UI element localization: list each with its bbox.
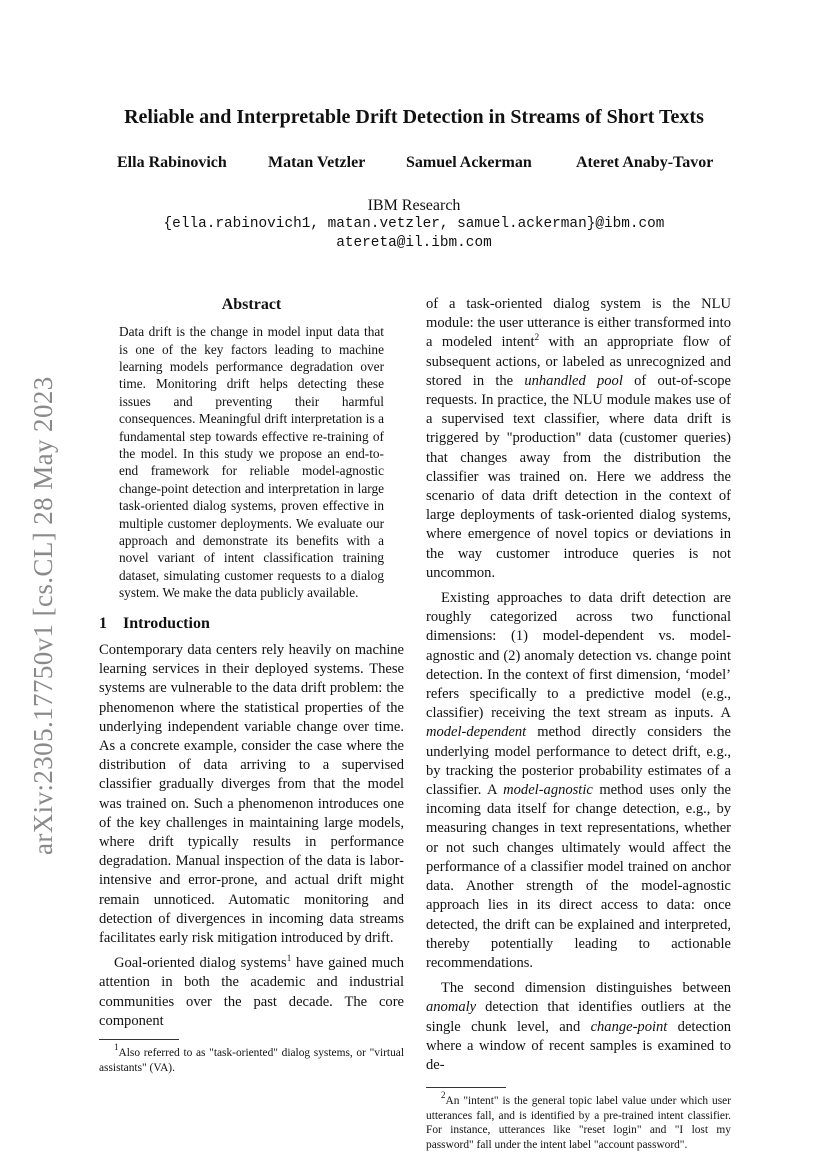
footnote-ref: 1 (286, 953, 292, 964)
author-name: Samuel Ackerman (406, 154, 532, 171)
affiliation: IBM Research (367, 197, 461, 214)
body-paragraph-2: Existing approaches to data drift detection are roughly categorized across two functional dimensions: (1) model-dependent vs. model-agnostic and (2) anomaly detection vs. change point detection. In the context of first dimension, ‘model’ refers specifically to a predictive model (e.g., classifier) receiving the text stream as inputs. A model-dependent method directly considers the underlying model performance to detect drift, e.g., by tracking the posterior probability estimates of a classifier. A model-agnostic method uses only the incoming data itself for change detection, e.g., by measuring changes in text representations, whether or not such changes ultimately would affect the performance of a classifier model trained on anchor data. Another strength of the model-agnostic approach lies in its direct access to data: once detected, the drift can be explained and interpreted, thereby potentially leading to actionable recommendations. (426, 590, 731, 971)
arxiv-id-text: arXiv:2305.17750v1 [cs.CL] 28 May 2023 (28, 376, 58, 855)
email-line: {ella.rabinovich1, matan.vetzler, samuel.ackerman}@ibm.com (163, 216, 665, 232)
left-column (99, 295, 404, 1075)
section-heading (99, 614, 404, 633)
paper-title: Reliable and Interpretable Drift Detection in Streams of Short Texts (124, 106, 704, 128)
footnote-rule (99, 1039, 179, 1040)
footnote-1: $^1$Also referred to as "task-oriented" dialog systems, or "virtual assistants" (VA). (99, 1041, 404, 1074)
abstract-heading: Abstract (221, 296, 282, 313)
author-name: Ateret Anaby-Tavor (576, 154, 714, 171)
intro-paragraph-2: Goal-oriented dialog systems$^1$ have gained much attention in both the academic and industrial communities over the past decade. The core component (99, 953, 404, 1029)
footnote-2: $^2$An "intent" is the general topic label value under which user utterances fall, and is identified by a pre-trained intent classifier. For instance, utterances like "reset login" and "I lost my password" fall under the intent label "account password". (426, 1090, 731, 1151)
intro-paragraph-1: Contemporary data centers rely heavily on machine learning services in their deployed systems. These systems are vulnerable to the data drift problem: the phenomenon where the statistical properties of the underlying independent variable change over time. As a concrete example, consider the case where the distribution of data arriving to a supervised classifier gradually diverges from that the model was trained on. Such a phenomenon introduces one of the key challenges in maintaining large models, where drift typically results in performance degradation. Manual inspection of the data is labor-intensive and error-prone, and actual drift might remain unnoticed. Automatic monitoring and detection of divergences in incoming data streams facilitates early risk mitigation introduced by drift. (99, 641, 404, 946)
email-line: atereta@il.ibm.com (336, 235, 492, 251)
author-emails (0, 215, 828, 253)
abstract-body: Data drift is the change in model input data that is one of the key factors leading to machine learning models performance degradation over time. Monitoring drift helps detecting these issues and preventing their harmful consequences. Meaningful drift interpretation is a fundamental step towards effective re-training of the model. In this study we propose an end-to-end framework for reliable model-agnostic change-point detection and interpretation in large task-oriented dialog systems, proven effective in multiple customer deployments. We evaluate our approach and demonstrate its benefits with a novel variant of intent classification training dataset, simulating customer requests to a dialog system. We make the data publicly available. (119, 324, 384, 601)
body-paragraph-3: The second dimension distinguishes between anomaly detection that identifies outliers at the single chunk level, and change-point detection where a window of recent samples is examined to de- (426, 980, 731, 1073)
arxiv-identifier (8, 300, 64, 860)
author-name: Ella Rabinovich (117, 154, 227, 171)
footnote-ref: 2 (534, 332, 540, 343)
right-column (426, 295, 731, 1153)
author-list (100, 154, 740, 176)
body-paragraph-1: of a task-oriented dialog system is the NLU module: the user utterance is either transformed into a modeled intent$^2$ with an appropriate flow of subsequent actions, or labeled as unrecognized and stored in the unhandled pool of out-of-scope requests. In practice, the NLU module makes use of a supervised text classifier, where data drift is triggered by "production" data (customer queries) that changes away from the distribution the classifier was trained on. Here we address the scenario of data drift detection in the context of large deployments of task-oriented dialog systems, where emergence of novel topics or deviations in the way customer introduce queries is not uncommon. (426, 296, 731, 581)
footnote-rule (426, 1087, 506, 1088)
section-title: Introduction (123, 614, 210, 632)
author-name: Matan Vetzler (268, 154, 366, 171)
section-number: 1 (99, 614, 107, 632)
